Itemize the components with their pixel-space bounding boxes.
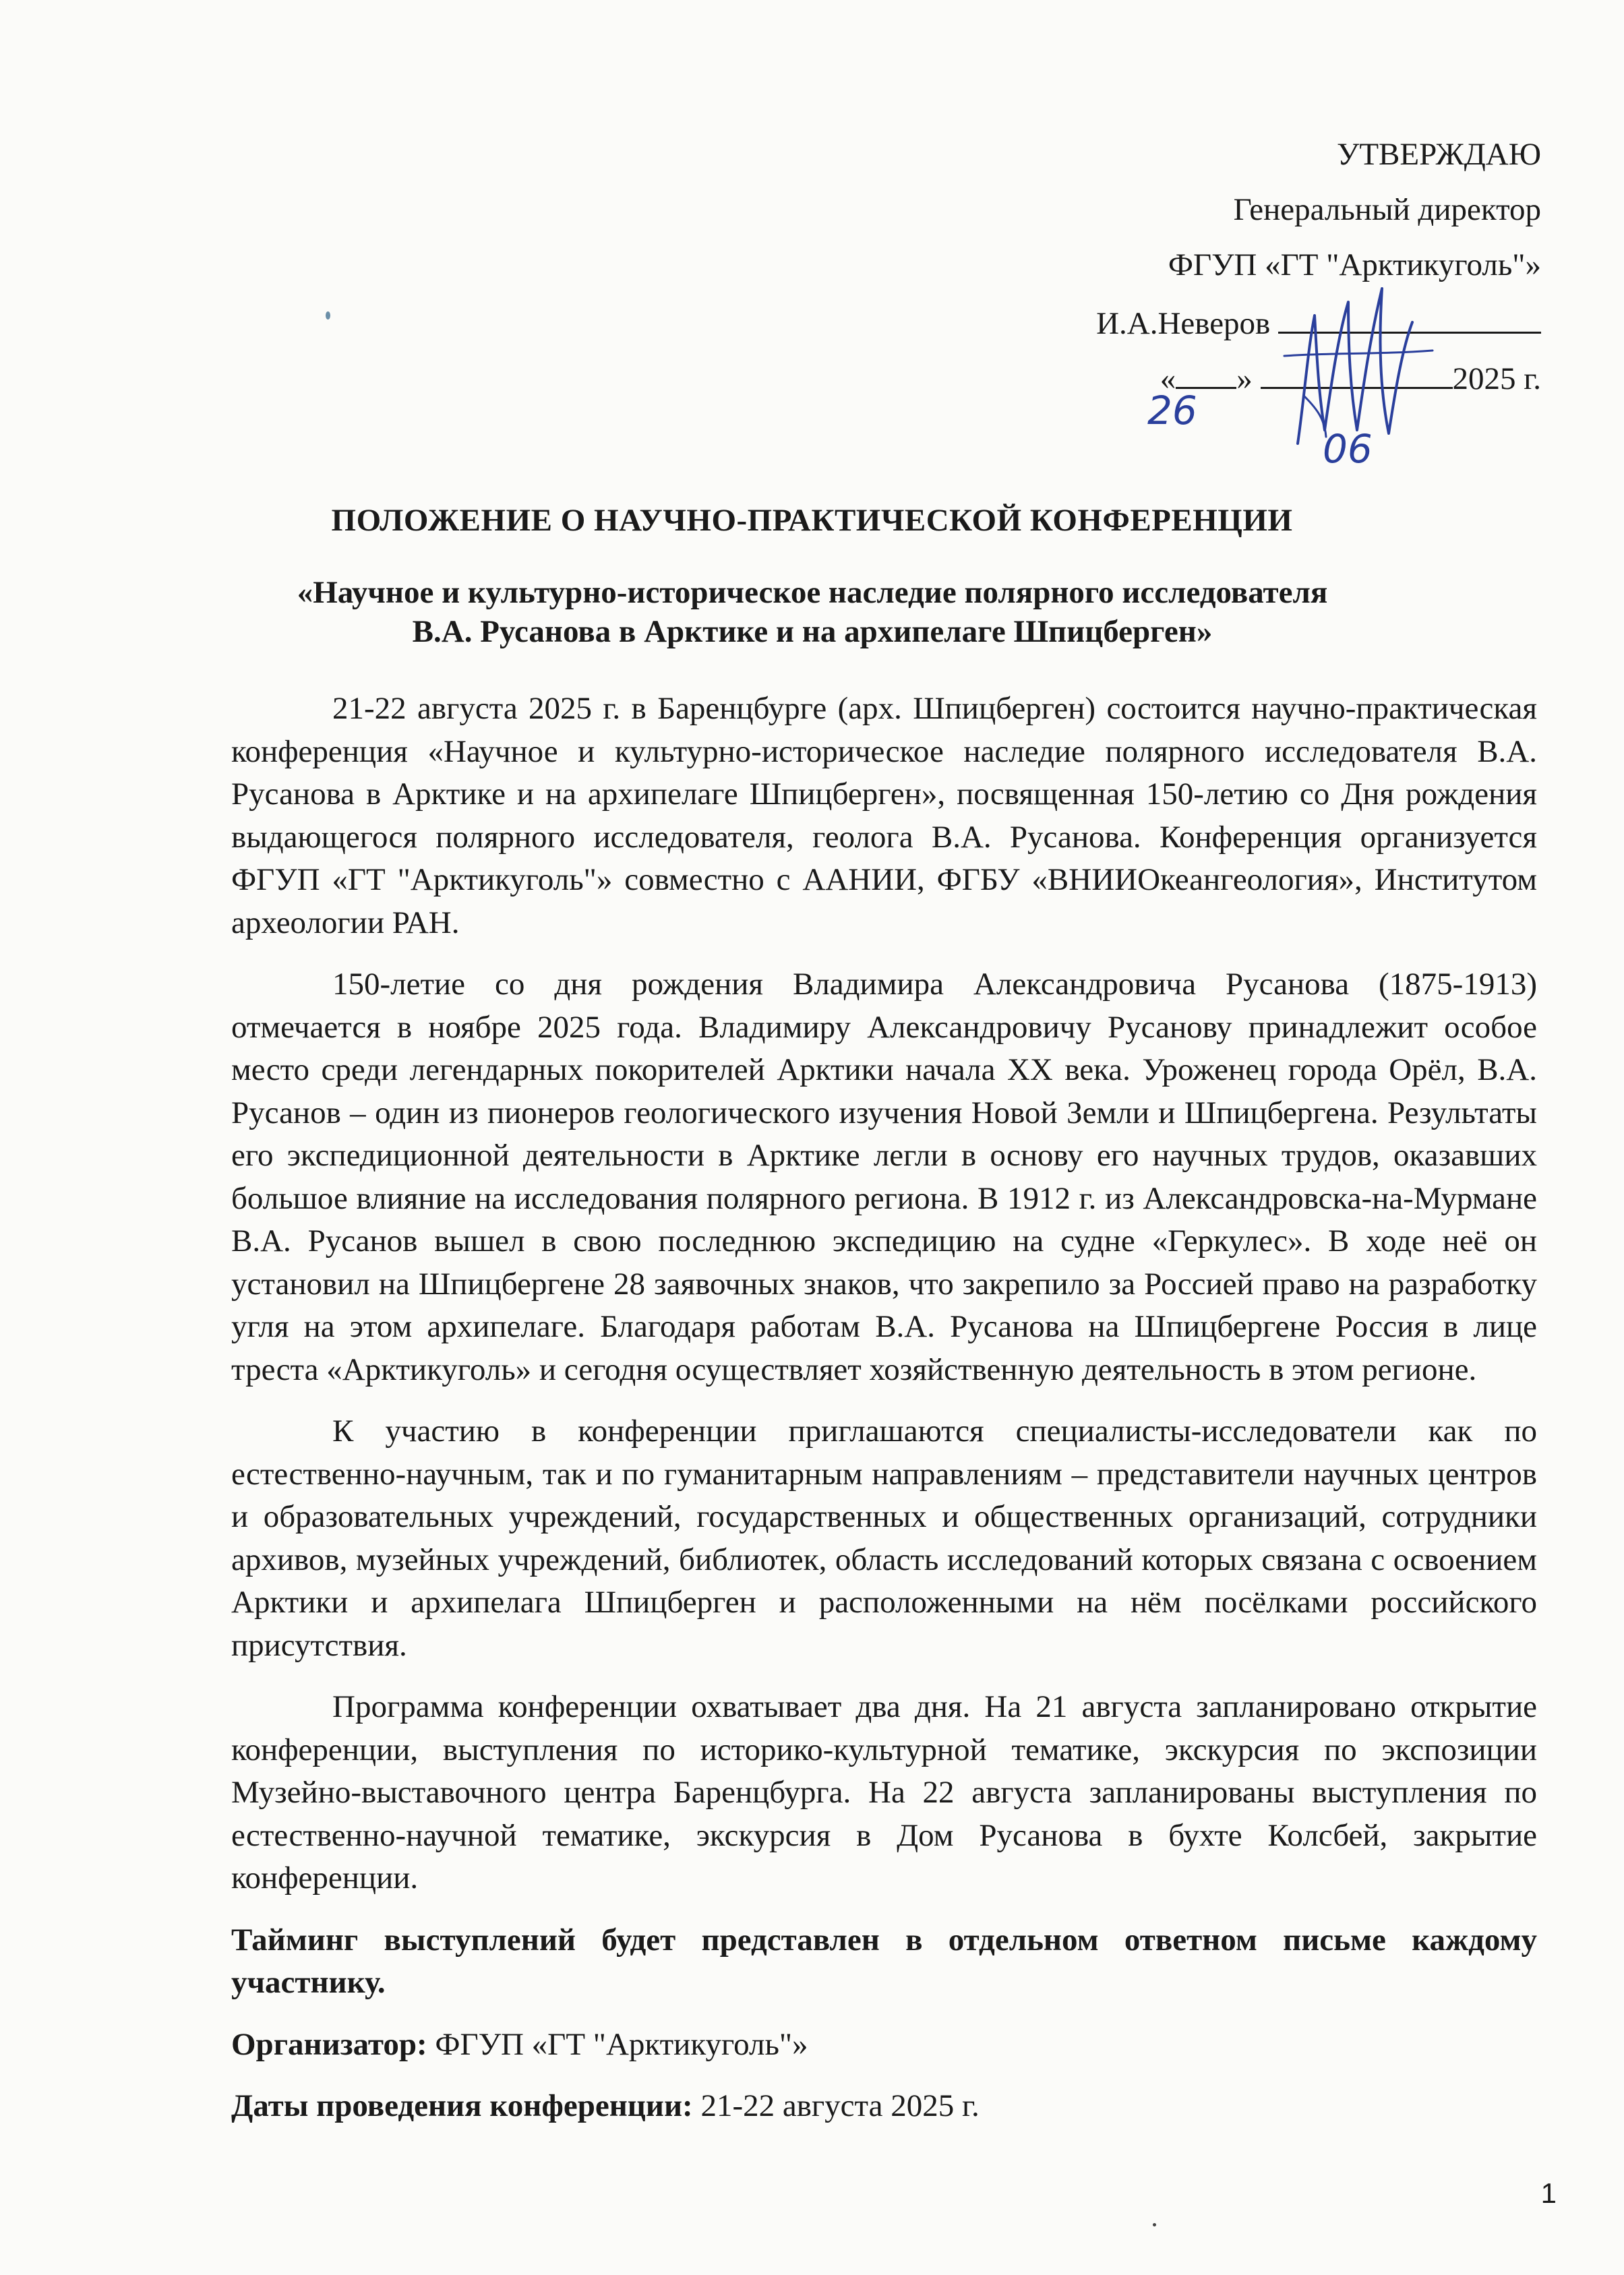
subtitle-line-1: «Научное и культурно-историческое наследие полярного исследователя (297, 575, 1328, 610)
document-subtitle (202, 573, 1422, 651)
organizer-line (231, 2024, 1537, 2067)
handwritten-month: 06 (1323, 426, 1373, 472)
paragraph-4: Программа конференции охватывает два дня. На 21 августа запланировано открытие конференции, выступления по историко-культурной тематике, экскурсия по экспозиции Музейно-выставочного центра Баренцбурга. На 22 августа запланированы выступления по естественно-научной тематике, экскурсия в Дом Русанова в бухте Колсбей, закрытие конференции. (231, 1689, 1537, 1895)
date-year: 2025 г. (1452, 361, 1541, 396)
signatory-name: И.А.Неверов (1096, 306, 1271, 341)
approval-heading: УТВЕРЖДАЮ (1337, 137, 1541, 172)
dates-label: Даты проведения конференции: (231, 2088, 693, 2123)
organizer-value: ФГУП «ГТ "Арктикуголь"» (435, 2026, 808, 2062)
day-blank (1176, 360, 1236, 389)
approval-position: Генеральный директор (1233, 192, 1541, 227)
dates-value: 21-22 августа 2025 г. (700, 2088, 980, 2123)
date-quote-open: « (1160, 361, 1176, 396)
paragraph-1: 21-22 августа 2025 г. в Баренцбурге (арх. Шпицберген) состоится научно-практическая конференция «Научное и культурно-историческое наследие полярного исследователя В.А. Русанова в Арктике и на архипелаге Шпицберген», посвященная 150-летию со Дня рождения выдающегося полярного исследователя, геолога В.А. Русанова. Конференция организуется ФГУП «ГТ "Арктикуголь"» совместно с ААНИИ, ФГБУ «ВНИИОкеангеология», Институтом археологии РАН. (231, 691, 1537, 940)
document-title: ПОЛОЖЕНИЕ О НАУЧНО-ПРАКТИЧЕСКОЙ КОНФЕРЕНЦИИ (331, 503, 1293, 538)
paragraph-2: 150-летие со дня рождения Владимира Александровича Русанова (1875-1913) отмечается в ноябре 2025 года. Владимиру Александровичу Русанову принадлежит особое место среди легендарных покорителей Арктики начала XX века. Уроженец города Орёл, В.А. Русанов – один из пионеров геологического изучения Новой Земли и Шпицбергена. Результаты его экспедиционной деятельности в Арктике легли в основу его научных трудов, оказавших большое влияние на исследования полярного региона. В 1912 г. из Александровска-на-Мурмане В.А. Русанов вышел в свою последнюю экспедицию на судне «Геркулес». В ходе неё он установил на Шпицбергене 28 заявочных знаков, что закрепило за Россией право на разработку угля на этом архипелаге. Благодаря работам В.А. Русанова на Шпицбергене Россия в лице треста «Арктикуголь» и сегодня осуществляет хозяйственную деятельность в этом регионе. (231, 967, 1537, 1387)
paragraph-3: К участию в конференции приглашаются специалисты-исследователи как по естественно-научным, так и по гуманитарным направлениям – представители научных центров и образовательных учреждений, государственных и общественных организаций, сотрудники архивов, музейных учреждений, библиотек, область исследований которых связана с освоением Арктики и архипелага Шпицберген и расположенными на нём посёлками российского присутствия. (231, 1414, 1537, 1663)
organizer-label: Организатор: (231, 2026, 427, 2062)
timing-note: Тайминг выступлений будет представлен в отдельном ответном письме каждому участнику. (231, 1922, 1537, 2000)
scan-speck (326, 311, 330, 320)
handwritten-day: 26 (1147, 388, 1197, 433)
approval-organization: ФГУП «ГТ "Арктикуголь"» (1168, 247, 1541, 282)
page-number: 1 (1540, 2177, 1557, 2209)
dates-line (231, 2085, 1537, 2128)
document-body (231, 688, 1537, 2128)
subtitle-line-2: В.А. Русанова в Арктике и на архипелаге Шпицберген» (412, 614, 1213, 649)
scan-speck (1153, 2223, 1156, 2226)
date-quote-close: » (1236, 361, 1253, 396)
